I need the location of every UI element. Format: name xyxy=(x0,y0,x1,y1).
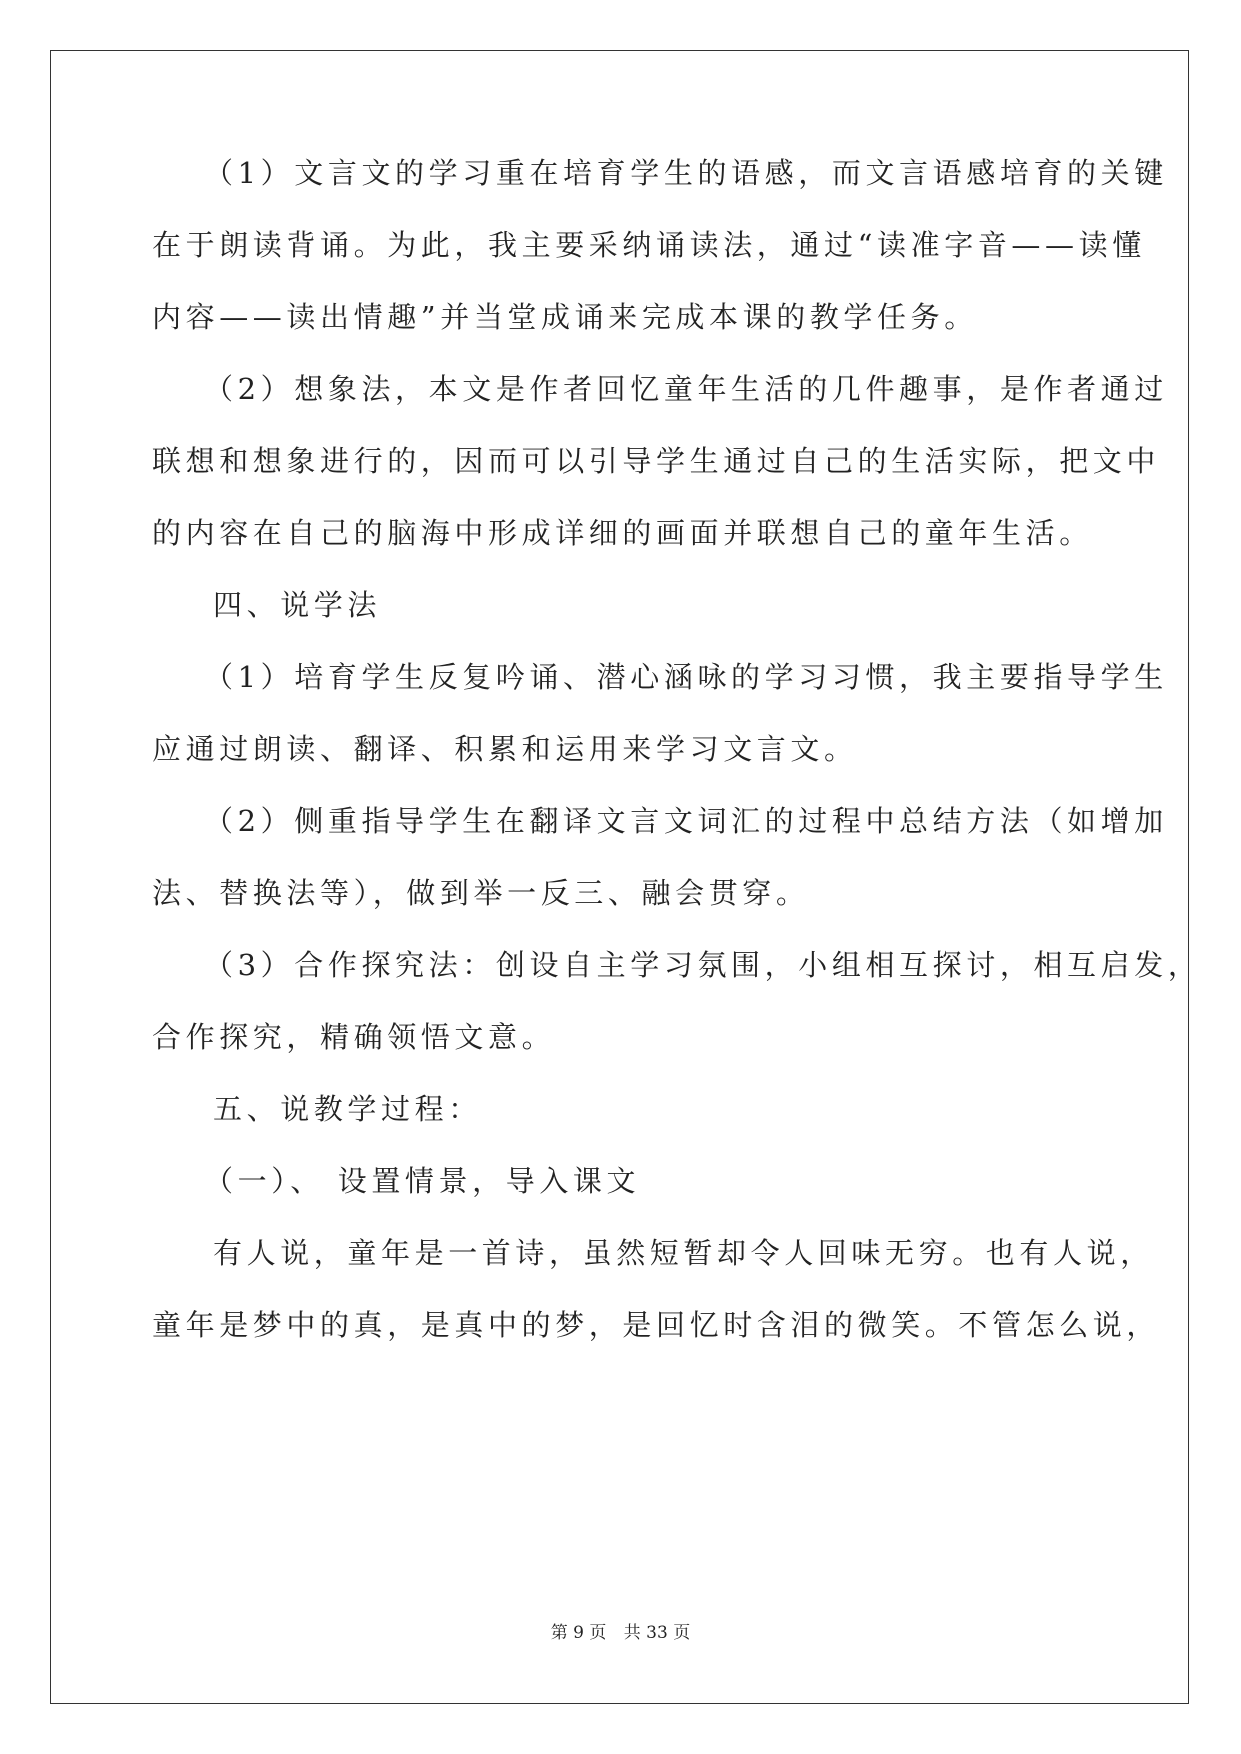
text-line: （1）文言文的学习重在培育学生的语感，而文言语感培育的关键 xyxy=(204,156,1168,190)
subsection-heading: （一）、 设置情景，导入课文 xyxy=(204,1164,641,1198)
text-line: 法、替换法等），做到举一反三、融会贯穿。 xyxy=(152,876,810,910)
text-line: 应通过朗读、翻译、积累和运用来学习文言文。 xyxy=(152,732,858,766)
page-total: 共 33 页 xyxy=(623,1623,691,1643)
text-line: （2）想象法，本文是作者回忆童年生活的几件趣事，是作者通过 xyxy=(204,372,1168,406)
text-line: 有人说，童年是一首诗，虽然短暂却令人回味无穷。也有人说， xyxy=(213,1236,1154,1270)
text-line: 合作探究，精确领悟文意。 xyxy=(152,1020,556,1054)
text-line: （3）合作探究法：创设自主学习氛围，小组相互探讨，相互启发， xyxy=(204,948,1202,982)
section-heading: 五、说教学过程： xyxy=(213,1092,482,1126)
text-line: 在于朗读背诵。为此，我主要采纳诵读法，通过“读准字音——读懂 xyxy=(152,228,1146,262)
text-line: （1）培育学生反复吟诵、潜心涵咏的学习习惯，我主要指导学生 xyxy=(204,660,1168,694)
text-line: 联想和想象进行的，因而可以引导学生通过自己的生活实际，把文中 xyxy=(152,444,1161,478)
text-line: 童年是梦中的真，是真中的梦，是回忆时含泪的微笑。不管怎么说， xyxy=(152,1308,1161,1342)
page-number: 第 9 页 xyxy=(550,1623,607,1643)
text-line: 的内容在自己的脑海中形成详细的画面并联想自己的童年生活。 xyxy=(152,516,1093,550)
page-footer xyxy=(0,1618,1241,1643)
section-heading: 四、说学法 xyxy=(213,588,382,622)
text-line: （2）侧重指导学生在翻译文言文词汇的过程中总结方法（如增加 xyxy=(204,804,1168,838)
text-line: 内容——读出情趣”并当堂成诵来完成本课的教学任务。 xyxy=(152,300,978,334)
